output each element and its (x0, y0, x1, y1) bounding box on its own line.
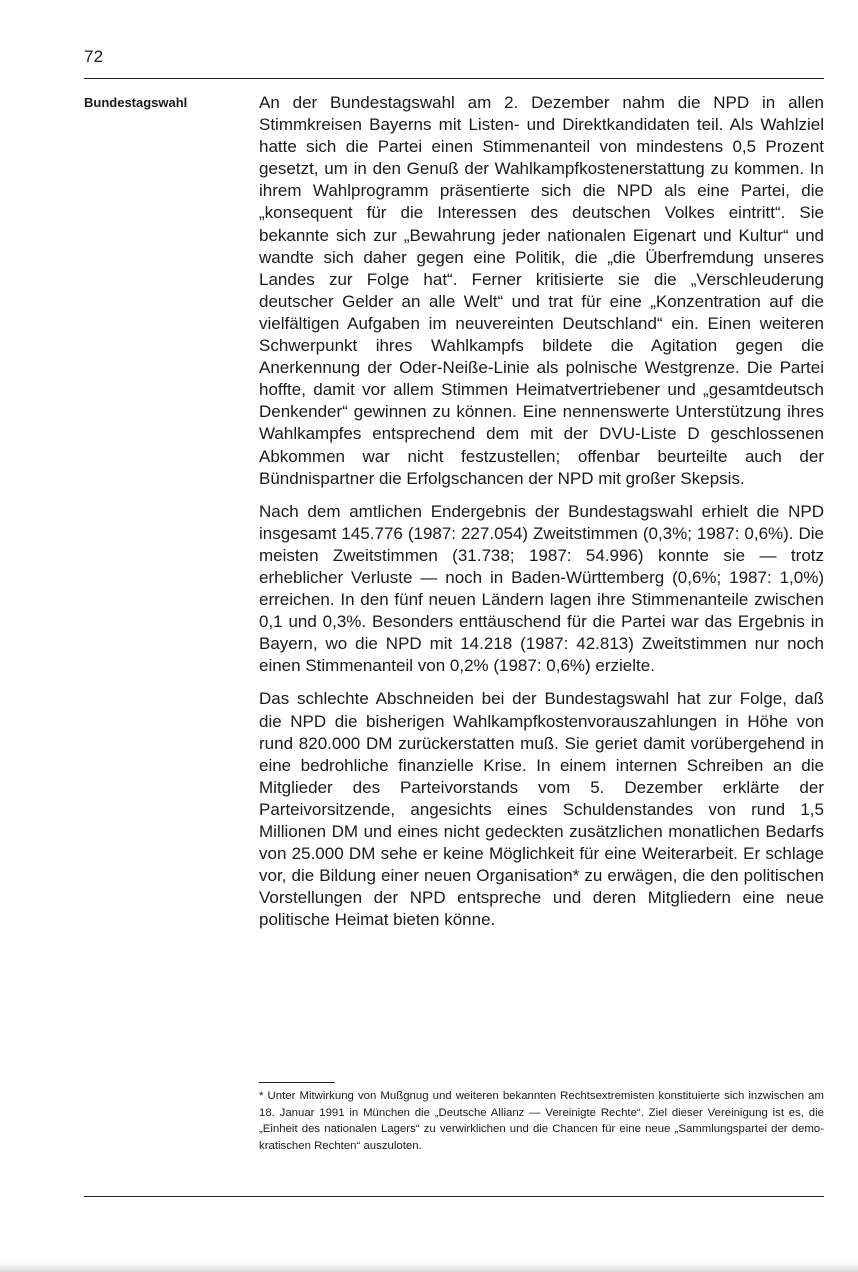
paragraph: An der Bundestagswahl am 2. Dezember nahm die NPD in allen Stimmkreisen Bayerns mit Listen- und Direktkandidaten teil. Als Wahlziel hatte sich die Partei einen Stimmenanteil von mindestens 0,5 Prozent gesetzt, um in den Genuß der Wahlkampfkostenerstattung zu kommen. In ihrem Wahlprogramm präsentierte sich die NPD als eine Partei, die „konsequent für die Interessen des deutschen Volkes eintritt“. Sie bekannte sich zur „Bewahrung jeder nationalen Eigenart und Kultur“ und wandte sich daher gegen eine Politik, die „die Überfremdung unseres Landes zur Folge hat“. Ferner kritisierte sie die „Verschleuderung deutscher Gelder an alle Welt“ und trat für eine „Konzentration auf die vielfältigen Aufgaben im neuvereinten Deutschland“ ein. Einen weiteren Schwerpunkt ihres Wahlkampfs bildete die Agitation gegen die Anerkennung der Oder-Neiße-Linie als polnische Westgrenze. Die Partei hoffte, damit vor allem Stimmen Heimatvertriebener und „gesamtdeutsch Denkender“ gewinnen zu können. Eine nennenswerte Unterstützung ihres Wahlkampfes entsprechend dem mit der DVU-Liste D geschlossenen Abkommen war nicht festzustellen; offenbar beurteilte auch der Bündnispartner die Erfolgschancen der NPD mit großer Skepsis. (259, 93, 824, 488)
scan-edge (0, 1262, 858, 1272)
margin-heading: Bundestagswahl (84, 95, 188, 110)
footnote-rule (259, 1082, 335, 1083)
header-rule (84, 78, 824, 79)
body-text (259, 92, 824, 942)
paragraph: Das schlechte Abschneiden bei der Bundestagswahl hat zur Folge, daß die NPD die bisherigen Wahlkampfkostenvorauszahlungen in Höhe von rund 820.000 DM zurückerstatten muß. Sie geriet damit vorübergehend in eine bedrohliche finanzielle Krise. In einem internen Schreiben an die Mitglieder des Parteivorstands vom 5. Dezember erklärte der Parteivorsitzende, angesichts eines Schuldenstandes von rund 1,5 Millionen DM und eines nicht gedeckten zusätzlichen monatlichen Bedarfs von 25.000 DM sehe er keine Möglichkeit für eine Weiterarbeit. Er schlage vor, die Bildung einer neuen Organisation* zu erwägen, die den politischen Vorstellungen der NPD entspreche und deren Mitgliedern eine neue politische Heimat bieten könne. (259, 689, 824, 930)
page-number: 72 (84, 47, 104, 66)
footnote: * Unter Mitwirkung von Mußgnug und weiteren bekannten Rechtsextremisten konstituierte sich inzwischen am 18. Januar 1991 in München die „Deutsche Allianz — Vereinigte Rechte“. Ziel dieser Vereinigung ist es, die „Einheit des nationalen Lagers“ zu verwirklichen und die Chancen für eine neue „Sammlungspartei der demokratischen Rechten“ auszuloten. (259, 1090, 824, 1152)
paragraph: Nach dem amtlichen Endergebnis der Bundestagswahl erhielt die NPD insgesamt 145.776 (1987: 227.054) Zweitstimmen (0,3%; 1987: 0,6%). Die meisten Zweitstimmen (31.738; 1987: 54.996) konnte sie — trotz erheblicher Verluste — noch in Baden-Württemberg (0,6%; 1987: 1,0%) erreichen. In den fünf neuen Ländern lagen ihre Stimmenanteile zwischen 0,1 und 0,3%. Besonders enttäuschend für die Partei war das Ergebnis in Bayern, wo die NPD mit 14.218 (1987: 42.813) Zweitstimmen nur noch einen Stimmenanteil von 0,2% (1987: 0,6%) erzielte. (259, 501, 824, 676)
footer-rule (84, 1196, 824, 1197)
